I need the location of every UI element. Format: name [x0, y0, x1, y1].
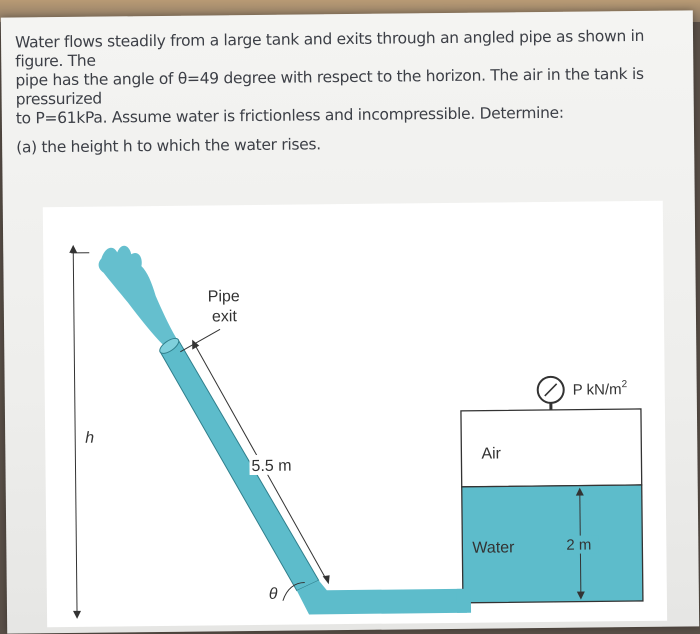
pipe-length-arrow-bottom	[323, 575, 330, 584]
gauge-label: P $kN/m^2$	[572, 379, 628, 399]
bottom-pipe	[297, 579, 467, 615]
problem-sheet	[1, 10, 699, 633]
pipe-exit-label-1: Pipe	[207, 288, 240, 306]
tank-diagram	[43, 201, 667, 627]
depth-label: 2 m	[566, 536, 592, 554]
height-arrow-top	[69, 245, 77, 253]
height-label: h	[85, 429, 95, 447]
problem-line-2: pipe has the angle of θ=49 degree with respect to the horizon. The air in the tank is pressurized	[15, 64, 644, 109]
tank-figure	[43, 201, 667, 627]
water-jet	[98, 245, 176, 346]
height-arrow-bottom	[73, 611, 81, 619]
air-label: Air	[481, 445, 502, 463]
problem-statement	[15, 27, 676, 158]
pipe-exit-label-2: exit	[211, 308, 237, 326]
tank-outlet	[457, 589, 471, 613]
pipe-length-arrow-top	[192, 340, 199, 350]
water-label: Water	[472, 539, 515, 557]
pipe-length-label: 5.5 m	[251, 457, 292, 476]
problem-line-1: Water flows steadily from a large tank and exits through an angled pipe as shown in figure. The	[14, 26, 645, 71]
problem-line-3: to P=61kPa. Assume water is frictionless and incompressible. Determine:	[15, 103, 564, 128]
angle-label: θ	[268, 585, 278, 603]
problem-part-a: (a) the height h to which the water rises.	[16, 135, 321, 157]
height-dimension-line	[73, 247, 77, 617]
pipe-exit-leader	[180, 329, 220, 351]
